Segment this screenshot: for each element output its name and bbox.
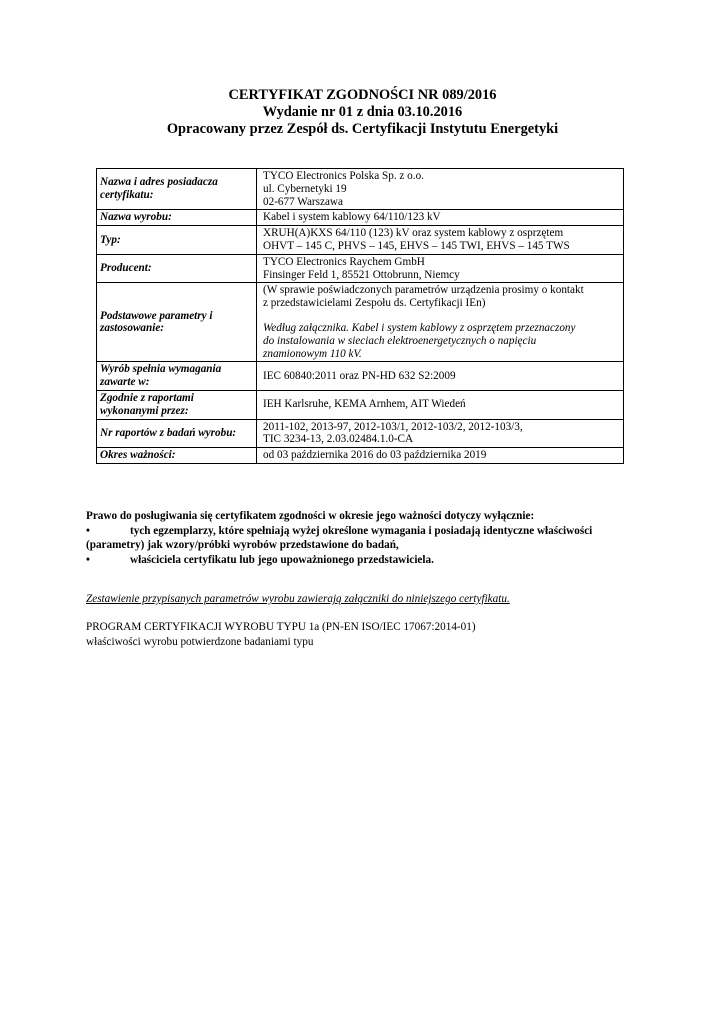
validity-label: Okres ważności: — [97, 448, 257, 464]
bullet-icon: • — [86, 524, 90, 537]
requirements-label: Wyrób spełnia wymagania zawarte w: — [97, 362, 257, 391]
table-row-type — [97, 226, 624, 255]
type-line: OHVT – 145 C, PHVS – 145, EHVS – 145 TWI, EHVS – 145 TWS — [263, 239, 570, 252]
type-label: Typ: — [97, 226, 257, 255]
bullet-icon: • — [86, 553, 90, 566]
params-line: (W sprawie poświadczonych parametrów urządzenia prosimy o kontakt — [263, 284, 584, 297]
report-numbers-value — [257, 419, 624, 448]
program-line-2: właściwości wyrobu potwierdzone badaniami typu — [86, 635, 314, 648]
rights-intro: Prawo do posługiwania się certyfikatem zgodności w okresie jego ważności dotyczy wyłącznie: — [86, 510, 535, 522]
product-value: Kabel i system kablowy 64/110/123 kV — [257, 210, 624, 226]
params-italic-line: do instalowania w sieciach elektroenergetycznych o napięciu — [263, 334, 537, 347]
program-line-1: PROGRAM CERTYFIKACJI WYROBU TYPU 1a (PN-EN ISO/IEC 17067:2014-01) — [86, 621, 476, 633]
holder-line: TYCO Electronics Polska Sp. z o.o. — [263, 170, 424, 182]
rights-section — [86, 509, 646, 567]
table-row-product — [97, 210, 624, 226]
holder-line: 02-677 Warszawa — [263, 195, 343, 208]
table-row-validity — [97, 448, 624, 464]
rights-bullet-1 — [86, 524, 646, 539]
table-row-holder — [97, 169, 624, 210]
params-italic-line: Według załącznika. Kabel i system kablowy z osprzętem przeznaczony — [263, 321, 576, 334]
params-italic-line: znamionowym 110 kV. — [263, 347, 362, 360]
producer-line: Finsinger Feld 1, 85521 Ottobrunn, Niemcy — [263, 268, 460, 281]
reports-label: Zgodnie z raportami wykonanymi przez: — [97, 390, 257, 419]
params-value — [257, 283, 624, 362]
report-numbers-line: TIC 3234-13, 2.03.02484.1.0-CA — [263, 433, 414, 446]
producer-line: TYCO Electronics Raychem GmbH — [263, 255, 425, 268]
holder-line: ul. Cybernetyki 19 — [263, 182, 347, 195]
issuer-line: Opracowany przez Zespół ds. Certyfikacji Instytutu Energetyki — [166, 121, 559, 137]
requirements-value: IEC 60840:2011 oraz PN-HD 632 S2:2009 — [257, 362, 624, 391]
table-row-report-numbers — [97, 419, 624, 448]
rights-bullet-2 — [86, 553, 646, 568]
table-row-reports — [97, 390, 624, 419]
params-line: z przedstawicielami Zespołu ds. Certyfikacji IEn) — [263, 297, 486, 310]
report-numbers-label: Nr raportów z badań wyrobu: — [97, 419, 257, 448]
product-label: Nazwa wyrobu: — [97, 210, 257, 226]
producer-label: Producent: — [97, 254, 257, 283]
rights-bullet-1-text: tych egzemplarzy, które spełniają wyżej określone wymagania i posiadają identyczne właściwości — [130, 524, 593, 537]
table-row-requirements — [97, 362, 624, 391]
reports-value: IEH Karlsruhe, KEMA Arnhem, AIT Wiedeń — [257, 390, 624, 419]
table-row-producer — [97, 254, 624, 283]
certificate-header — [0, 87, 725, 138]
report-numbers-line: 2011-102, 2013-97, 2012-103/1, 2012-103/2, 2012-103/3, — [263, 420, 523, 433]
producer-value — [257, 254, 624, 283]
certificate-table — [96, 168, 624, 464]
holder-value — [257, 169, 624, 210]
rights-bullet-2-text: właściciela certyfikatu lub jego upoważnionego przedstawiciela. — [130, 553, 434, 566]
edition-line: Wydanie nr 01 z dnia 03.10.2016 — [262, 104, 463, 120]
type-line: XRUH(A)KXS 64/110 (123) kV oraz system kablowy z osprzętem — [263, 227, 564, 240]
certification-program — [86, 620, 476, 649]
attachments-note: Zestawienie przypisanych parametrów wyrobu zawierają załączniki do niniejszego certyfikatu. — [86, 593, 510, 605]
params-label: Podstawowe parametry i zastosowanie: — [97, 283, 257, 362]
type-value — [257, 226, 624, 255]
validity-value: od 03 października 2016 do 03 października 2019 — [257, 448, 624, 464]
certificate-title: CERTYFIKAT ZGODNOŚCI NR 089/2016 — [228, 87, 497, 103]
holder-label: Nazwa i adres posiadacza certyfikatu: — [97, 169, 257, 210]
table-row-params — [97, 283, 624, 362]
rights-bullet-1-continuation: (parametry) jak wzory/próbki wyrobów przedstawione do badań, — [86, 539, 399, 552]
